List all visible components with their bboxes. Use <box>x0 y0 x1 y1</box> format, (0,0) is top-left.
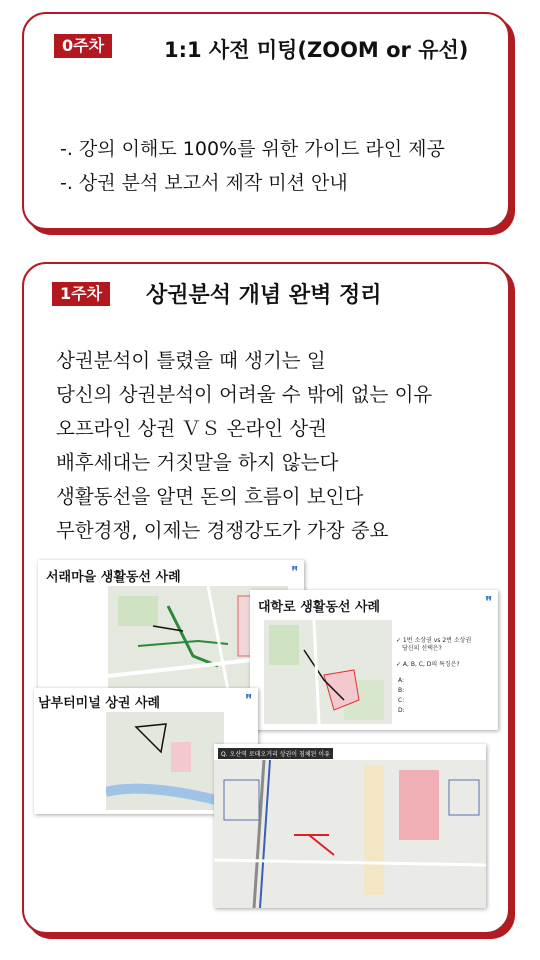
option-label: D: <box>398 707 405 714</box>
route-map <box>106 712 224 810</box>
route-map <box>264 620 392 724</box>
question-label: Q. 오산역 로데오거리 상권이 침체된 이유 <box>218 748 333 759</box>
card-title: 상권분석 개념 완벽 정리 <box>146 283 382 308</box>
logo-icon: ꟸ <box>291 564 298 577</box>
content-list <box>56 344 432 548</box>
logo-icon: ꟸ <box>245 692 252 705</box>
route-map <box>214 760 486 908</box>
logo-icon: ꟸ <box>485 594 492 607</box>
question-text: ✓ A, B, C, D의 특징은? <box>396 661 460 668</box>
slide-title: 대학로 생활동선 사례 <box>258 600 381 615</box>
list-item: 무한경쟁, 이제는 경쟁강도가 가장 중요 <box>56 519 389 542</box>
content-list <box>60 132 445 200</box>
question-text: ✓ 1번 소상권 vs 2번 소상권 <box>396 637 472 644</box>
week-badge: 0주차 <box>54 34 112 58</box>
map-image <box>214 760 486 908</box>
week-badge: 1주차 <box>52 282 110 306</box>
question-text: 당신의 선택은? <box>402 645 442 652</box>
slide-univ <box>250 590 498 730</box>
list-item: 오프라인 상권 ＶＳ 온라인 상권 <box>56 417 328 440</box>
card-title: 1:1 사전 미팅(ZOOM or 유선) <box>164 38 469 62</box>
slide-title: 서래마을 생활동선 사례 <box>46 570 181 585</box>
slide-title: 남부터미널 상권 사례 <box>38 696 161 711</box>
map-image <box>106 712 224 810</box>
list-item: 생활동선을 알면 돈의 흐름이 보인다 <box>56 485 364 508</box>
list-item: -. 강의 이해도 100%를 위한 가이드 라인 제공 <box>60 138 445 160</box>
map-image <box>264 620 392 724</box>
week0-card <box>22 12 510 230</box>
list-item: -. 상권 분석 보고서 제작 미션 안내 <box>60 172 348 194</box>
list-item: 당신의 상권분석이 어려울 수 밖에 없는 이유 <box>56 383 433 406</box>
option-label: A: <box>398 677 405 684</box>
list-item: 상권분석이 틀렸을 때 생기는 일 <box>56 349 326 372</box>
option-label: C: <box>398 697 405 704</box>
option-label: B: <box>398 687 405 694</box>
list-item: 배후세대는 거짓말을 하지 않는다 <box>56 451 339 474</box>
slide-osan <box>214 744 486 908</box>
